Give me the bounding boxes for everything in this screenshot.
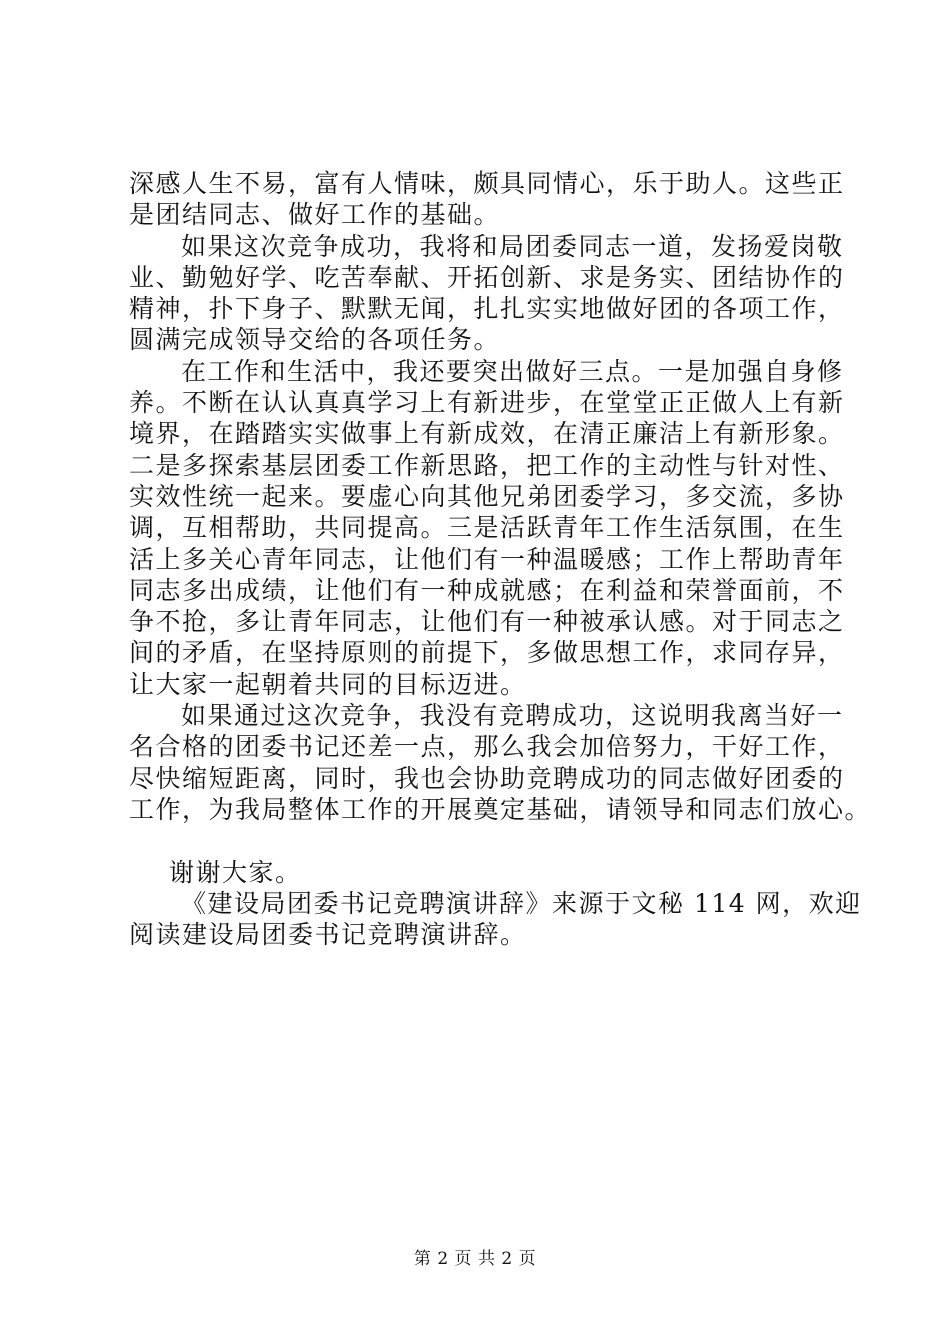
paragraph-line: 精神，扑下身子、默默无闻，扎扎实实地做好团的各项工作，	[129, 294, 845, 324]
paragraph-line: 圆满完成领导交给的各项任务。	[129, 325, 501, 355]
closing-remark: 谢谢大家。	[169, 857, 302, 887]
paragraph-4	[129, 700, 872, 825]
paragraph-line: 调，互相帮助，共同提高。三是活跃青年工作生活氛围，在生	[129, 513, 845, 543]
source-note	[129, 888, 862, 951]
paragraph-line: 名合格的团委书记还差一点，那么我会加倍努力，干好工作，	[129, 732, 845, 762]
blank-line	[129, 825, 833, 856]
paragraph-line: 实效性统一起来。要虚心向其他兄弟团委学习，多交流，多协	[129, 481, 845, 511]
paragraph-line: 活上多关心青年同志，让他们有一种温暖感；工作上帮助青年	[129, 544, 845, 574]
paragraph-2	[129, 231, 845, 356]
paragraph-line: 让大家一起朝着共同的目标迈进。	[129, 669, 527, 699]
page-number-footer: 第 2 页 共 2 页	[413, 1249, 537, 1269]
paragraph-line: 是团结同志、做好工作的基础。	[129, 200, 501, 230]
paragraph-line: 同志多出成绩，让他们有一种成就感；在利益和荣誉面前，不	[129, 575, 845, 605]
paragraph-line: 深感人生不易，富有人情味，颇具同情心，乐于助人。这些正	[129, 169, 845, 198]
source-note-line: 《建设局团委书记竞聘演讲辞》来源于文秘 114 网，欢迎	[181, 888, 862, 918]
document-body	[129, 168, 872, 950]
paragraph-line: 二是多探索基层团委工作新思路，把工作的主动性与针对性、	[129, 450, 845, 480]
paragraph-line: 业、勤勉好学、吃苦奉献、开拓创新、求是务实、团结协作的	[129, 262, 845, 292]
paragraph-3	[129, 356, 845, 700]
paragraph-line: 养。不断在认认真真学习上有新进步，在堂堂正正做人上有新	[129, 388, 845, 418]
source-note-line: 阅读建设局团委书记竞聘演讲辞。	[129, 920, 527, 950]
paragraph-line: 如果通过这次竞争，我没有竞聘成功，这说明我离当好一	[181, 701, 844, 731]
paragraph-line: 间的矛盾，在坚持原则的前提下，多做思想工作，求同存异，	[129, 638, 845, 668]
paragraph-1	[129, 168, 845, 231]
paragraph-line: 尽快缩短距离，同时，我也会协助竞聘成功的同志做好团委的	[129, 763, 845, 793]
paragraph-line: 在工作和生活中，我还要突出做好三点。一是加强自身修	[181, 356, 844, 386]
paragraph-line: 工作，为我局整体工作的开展奠定基础，请领导和同志们放心。	[129, 794, 872, 824]
paragraph-line: 争不抢，多让青年同志，让他们有一种被承认感。对于同志之	[129, 607, 845, 637]
paragraph-line: 如果这次竞争成功，我将和局团委同志一道，发扬爱岗敬	[181, 231, 844, 261]
paragraph-line: 境界，在踏踏实实做事上有新成效，在清正廉洁上有新形象。	[129, 419, 845, 449]
